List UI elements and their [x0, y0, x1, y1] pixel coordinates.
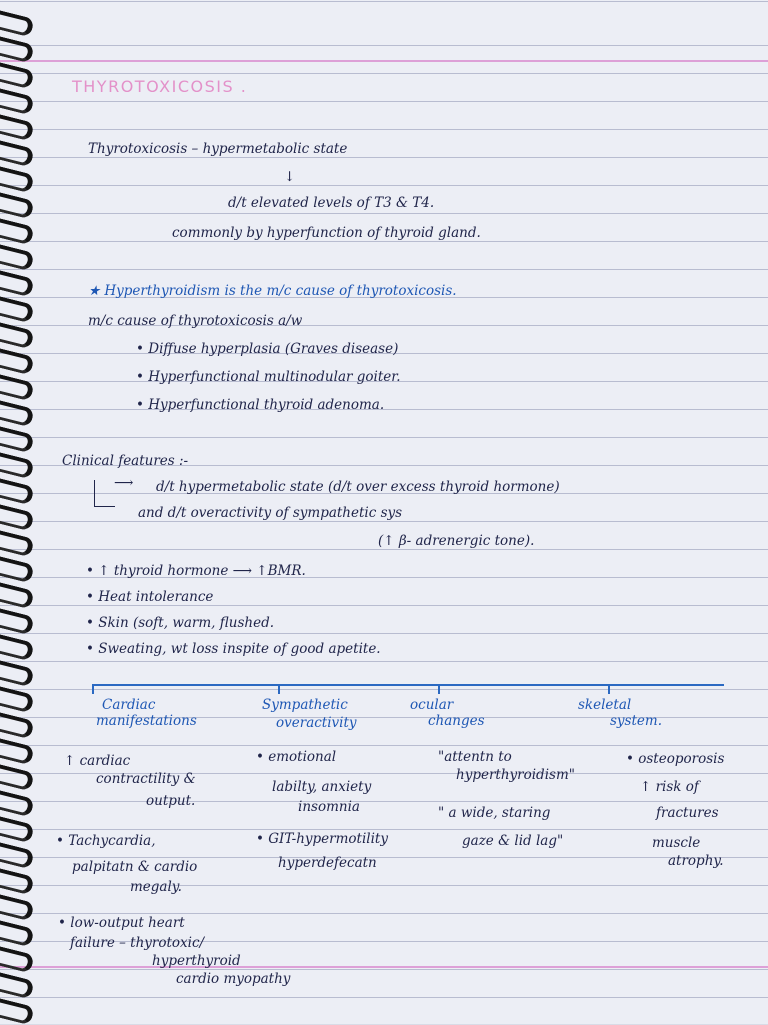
spiral-coil — [0, 608, 35, 636]
column-line: megaly. — [130, 879, 182, 895]
spiral-coil — [0, 712, 35, 740]
clinical-item: • Heat intolerance — [86, 589, 214, 605]
spiral-coil — [0, 972, 35, 1000]
spiral-coil — [0, 10, 35, 38]
column-heading: manifestations — [96, 713, 197, 729]
column-line: atrophy. — [668, 853, 724, 869]
down-arrow-icon: ↓ — [284, 169, 296, 185]
spiral-coil — [0, 868, 35, 896]
clinical-line-3: (↑ β- adrenergic tone). — [378, 533, 535, 549]
column-line: output. — [146, 793, 196, 809]
spiral-coil — [0, 582, 35, 610]
spiral-coil — [0, 296, 35, 324]
branch-tick — [608, 684, 610, 694]
column-line: " a wide, staring — [438, 805, 551, 821]
spiral-coil — [0, 764, 35, 792]
clinical-item: • ↑ thyroid hormone ⟶ ↑BMR. — [86, 563, 306, 579]
column-heading: Sympathetic — [262, 697, 348, 713]
branch-bracket — [94, 480, 115, 507]
column-line: fractures — [656, 805, 719, 821]
spiral-coil — [0, 816, 35, 844]
column-line: insomnia — [298, 799, 360, 815]
spiral-coil — [0, 270, 35, 298]
spiral-binding — [0, 0, 40, 1024]
column-line: • GIT-hypermotility — [256, 831, 388, 847]
spiral-coil — [0, 374, 35, 402]
column-line: • Tachycardia, — [56, 833, 156, 849]
column-heading: changes — [428, 713, 485, 729]
spiral-coil — [0, 114, 35, 142]
spiral-coil — [0, 322, 35, 350]
definition-line-1: Thyrotoxicosis – hypermetabolic state — [88, 141, 348, 157]
definition-line-3: commonly by hyperfunction of thyroid gland. — [172, 225, 481, 241]
spiral-coil — [0, 348, 35, 376]
spiral-coil — [0, 400, 35, 428]
spiral-coil — [0, 738, 35, 766]
page-title: THYROTOXICOSIS . — [72, 77, 248, 96]
column-line: hyperthyroid — [152, 953, 241, 969]
column-line: • low-output heart — [58, 915, 185, 931]
spiral-coil — [0, 478, 35, 506]
causes-subheading: m/c cause of thyrotoxicosis a/w — [88, 313, 303, 329]
clinical-line-1: d/t hypermetabolic state (d/t over excess thyroid hormone) — [156, 479, 560, 495]
spiral-coil — [0, 426, 35, 454]
cause-item: • Diffuse hyperplasia (Graves disease) — [136, 341, 399, 357]
spiral-coil — [0, 920, 35, 948]
clinical-features-heading: Clinical features :- — [62, 453, 189, 469]
column-line: "attentn to — [438, 749, 512, 765]
spiral-coil — [0, 244, 35, 272]
spiral-coil — [0, 530, 35, 558]
column-line: gaze & lid lag" — [462, 833, 564, 849]
right-arrow-icon: ⟶ — [114, 475, 134, 491]
spiral-coil — [0, 452, 35, 480]
branch-tick — [92, 684, 94, 694]
column-line: • emotional — [256, 749, 337, 765]
spiral-coil — [0, 140, 35, 168]
spiral-coil — [0, 88, 35, 116]
column-line: ↑ risk of — [640, 779, 699, 795]
column-line: • osteoporosis — [626, 751, 725, 767]
definition-line-2: d/t elevated levels of T3 & T4. — [228, 195, 435, 211]
spiral-coil — [0, 946, 35, 974]
column-line: contractility & — [96, 771, 196, 787]
column-heading: Cardiac — [102, 697, 156, 713]
causes-heading: ★ Hyperthyroidism is the m/c cause of thyrotoxicosis. — [88, 283, 457, 299]
spiral-coil — [0, 660, 35, 688]
spiral-coil — [0, 998, 35, 1025]
bottom-margin-line — [0, 966, 768, 968]
column-line: hyperdefecatn — [278, 855, 377, 871]
top-margin-line — [0, 60, 768, 62]
branch-tick — [278, 684, 280, 694]
spiral-coil — [0, 634, 35, 662]
clinical-line-2: and d/t overactivity of sympathetic sys — [138, 505, 403, 521]
spiral-coil — [0, 218, 35, 246]
spiral-coil — [0, 842, 35, 870]
spiral-coil — [0, 62, 35, 90]
spiral-coil — [0, 894, 35, 922]
spiral-coil — [0, 36, 35, 64]
cause-item: • Hyperfunctional thyroid adenoma. — [136, 397, 385, 413]
clinical-item: • Sweating, wt loss inspite of good apetite. — [86, 641, 381, 657]
column-line: failure – thyrotoxic/ — [70, 935, 205, 951]
column-line: hyperthyroidism" — [456, 767, 575, 783]
column-line: cardio myopathy — [176, 971, 291, 987]
column-line: labilty, anxiety — [272, 779, 372, 795]
column-line: muscle — [652, 835, 701, 851]
column-line: ↑ cardiac — [64, 753, 131, 769]
column-heading: skeletal — [578, 697, 632, 713]
column-heading: system. — [610, 713, 662, 729]
spiral-coil — [0, 504, 35, 532]
spiral-coil — [0, 192, 35, 220]
cause-item: • Hyperfunctional multinodular goiter. — [136, 369, 401, 385]
spiral-coil — [0, 790, 35, 818]
column-heading: overactivity — [276, 715, 357, 731]
spiral-coil — [0, 556, 35, 584]
branch-tick — [438, 684, 440, 694]
clinical-item: • Skin (soft, warm, flushed. — [86, 615, 274, 631]
column-line: palpitatn & cardio — [72, 859, 198, 875]
branch-rule — [92, 684, 724, 686]
spiral-coil — [0, 686, 35, 714]
spiral-coil — [0, 166, 35, 194]
column-heading: ocular — [410, 697, 454, 713]
